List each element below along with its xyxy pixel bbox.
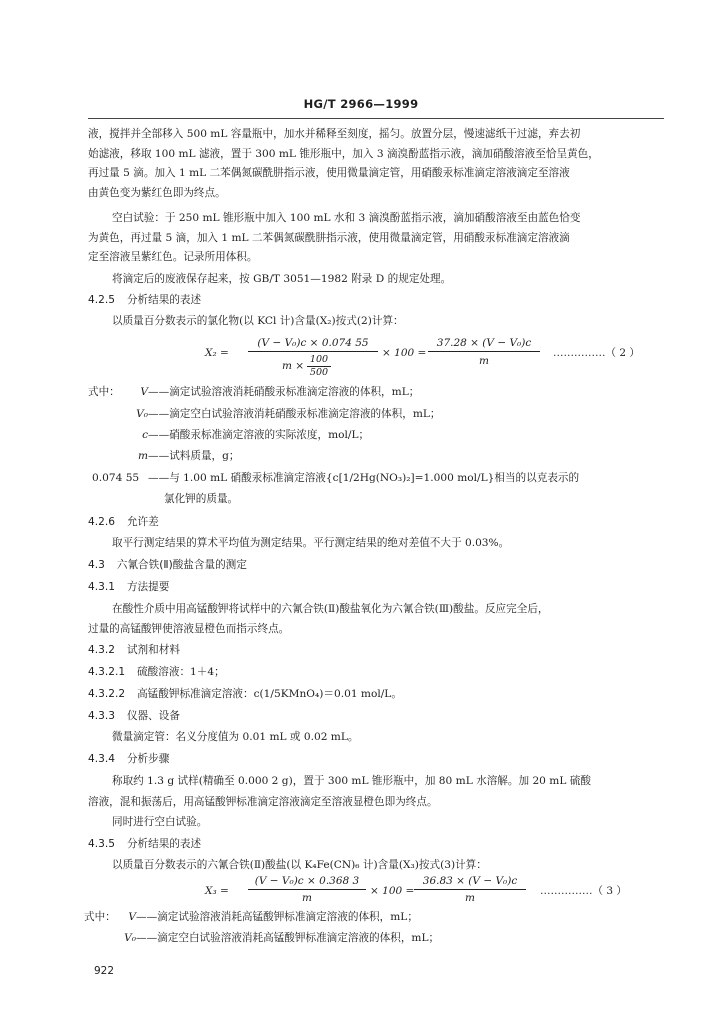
section-heading-4-2-5: 4.2.5 分析结果的表述 xyxy=(88,294,202,306)
section-heading-4-3-5: 4.3.5 分析结果的表述 xyxy=(88,838,202,850)
section-heading-4-3-1: 4.3.1 方法提要 xyxy=(88,581,170,593)
body-line: 再过量 5 滴。加入 1 mL 二苯偶氮碳酰肼指示液，使用微量滴定管，用硝酸汞标准滴定溶液滴定至溶液 xyxy=(88,167,570,179)
standard-code-header: HG/T 2966—1999 xyxy=(303,97,419,111)
section-heading-4-3-2-1: 4.3.2.1 硫酸溶液：1＋4； xyxy=(88,666,225,678)
body-line: 由黄色变为紫红色即为终点。 xyxy=(88,187,226,199)
body-line: 为黄色，再过量 5 滴，加入 1 mL 二苯偶氮碳酰肼指示液，使用微量滴定管，用硝酸汞标准滴定溶液滴 xyxy=(88,232,570,244)
body-line: 过量的高锰酸钾使溶液显橙色而指示终点。 xyxy=(88,623,290,635)
body-line: 微量滴定管：名义分度值为 0.01 mL 或 0.02 mL。 xyxy=(112,731,359,743)
section-heading-4-2-6: 4.2.6 允许差 xyxy=(88,516,159,528)
body-line: 同时进行空白试验。 xyxy=(112,816,208,828)
header-rule xyxy=(88,118,664,119)
formula-intro: 以质量百分数表示的六氰合铁(Ⅱ)酸盐(以 K₄Fe(CN)₆ 计)含量(X₃)按式(3)计算： xyxy=(112,859,487,871)
page-number: 922 xyxy=(94,965,115,977)
body-line: 在酸性介质中用高锰酸钾将试样中的六氰合铁(Ⅱ)酸盐氧化为六氰合铁(Ⅲ)酸盐。反应完全后， xyxy=(112,603,549,615)
section-heading-4-3-2: 4.3.2 试剂和材料 xyxy=(88,644,180,656)
formula-intro: 以质量百分数表示的氯化物(以 KCl 计)含量(X₂)按式(2)计算： xyxy=(112,315,404,327)
document-page: HG/T 2966—1999 液，搅拌并全部移入 500 mL 容量瓶中，加水并稀释至刻度，摇匀。放置分层，慢速滤纸干过滤，弃去初 始滤液，移取 100 mL 滤液，置于 300 mL 锥形瓶中，加入 3 滴溴酚蓝指示液，滴加硝酸溶液至恰呈黄色， 再过量 5 滴。加入 1 mL 二苯偶氮碳酰肼指示液，使用微量滴定管，用硝酸汞标准滴定溶液滴定至溶液 由黄色变为紫红色即为终点。 空白试验：于 250 mL 锥形瓶中加入 100 mL 水和 3 滴溴酚蓝指示液，滴加硝酸溶液至由蓝色恰变 为黄色，再过量 5 滴，加入 1 mL 二苯偶氮碳酰肼指示液，使用微量滴定管，用硝酸汞标准滴定溶液滴 定至溶液呈紫红色。记录所用体积。 将滴定后的废液保存起来，按 GB/T 3051—1982 附录 D 的规定处理。 4.2.5 分析结果的表述 以质量百分数表示的氯化物(以 KCl 计)含量(X₂)按式(2)计算： X₂ = (V − V₀)c × 0.074 55 m × 100 500 × 100 = 37.28 × (V − V₀)c m ……………（ 2 ） 式中： V ——滴定试验溶液消耗硝酸汞标准滴定溶液的体积，mL； V₀ ——滴定空白试验溶液消耗硝酸汞标准滴定溶液的体积，mL； c ——硝酸汞标准滴定溶液的实际浓度，mol/L； m ——试料质量，g； 0.074 55 ——与 1.00 mL 硝酸汞标准滴定溶液{c[1/2Hg(NO₃)₂]=1.000 mol/L}相当的以克表示的 氯化钾的质量。 4.2.6 允许差 取平行测定结果的算术平均值为测定结果。平行测定结果的绝对差值不大于 0.03%。 4.3 六氰合铁(Ⅱ)酸盐含量的测定 4.3.1 方法提要 在酸性介质中用高锰酸钾将试样中的六氰合铁(Ⅱ)酸盐氧化为六氰合铁(Ⅲ)酸盐。反应完全后， 过量的高锰酸钾使溶液显橙色而指示终点。 4.3.2 试剂和材料 4.3.2.1 硫酸溶液：1＋4； 4.3.2.2 高锰酸钾标准滴定溶液：c(1/5KMnO₄)＝0.01 mol/L。 4.3.3 仪器、设备 微量滴定管：名义分度值为 0.01 mL 或 0.02 mL。 4.3.4 分析步骤 称取约 1.3 g 试样(精确至 0.000 2 g)，置于 300 mL 锥形瓶中，加 80 mL 水溶解。加 20 mL 硫酸 溶液，混和振荡后，用高锰酸钾标准滴定溶液滴定至溶液显橙色即为终点。 同时进行空白试验。 4.3.5 分析结果的表述 以质量百分数表示的六氰合铁(Ⅱ)酸盐(以 K₄Fe(CN)₆ 计)含量(X₃)按式(3)计算： X₃ = (V − V₀)c × 0.368 3 m × 100 = 36.83 × (V − V₀)c m ……………（ 3 ） 式中： V ——滴定试验溶液消耗高锰酸钾标准滴定溶液的体积，mL； V₀ ——滴定空白试验溶液消耗高锰酸钾标准滴定溶液的体积，mL； 922 xyxy=(0,0,722,1024)
body-line: 溶液，混和振荡后，用高锰酸钾标准滴定溶液滴定至溶液显橙色即为终点。 xyxy=(88,796,438,808)
section-heading-4-3: 4.3 六氰合铁(Ⅱ)酸盐含量的测定 xyxy=(88,559,247,571)
body-line: 称取约 1.3 g 试样(精确至 0.000 2 g)，置于 300 mL 锥形瓶中，加 80 mL 水溶解。加 20 mL 硫酸 xyxy=(112,775,591,787)
section-heading-4-3-2-2: 4.3.2.2 高锰酸钾标准滴定溶液：c(1/5KMnO₄)＝0.01 mol/L。 xyxy=(88,688,402,700)
section-heading-4-3-4: 4.3.4 分析步骤 xyxy=(88,753,170,765)
body-line: 将滴定后的废液保存起来，按 GB/T 3051—1982 附录 D 的规定处理。 xyxy=(112,273,452,285)
body-line: 始滤液，移取 100 mL 滤液，置于 300 mL 锥形瓶中，加入 3 滴溴酚蓝指示液，滴加硝酸溶液至恰呈黄色， xyxy=(88,148,599,160)
body-line: 空白试验：于 250 mL 锥形瓶中加入 100 mL 水和 3 滴溴酚蓝指示液，滴加硝酸溶液至由蓝色恰变 xyxy=(112,212,581,224)
body-line: 取平行测定结果的算术平均值为测定结果。平行测定结果的绝对差值不大于 0.03%。 xyxy=(112,537,510,549)
body-line: 液，搅拌并全部移入 500 mL 容量瓶中，加水并稀释至刻度，摇匀。放置分层，慢速滤纸干过滤，弃去初 xyxy=(88,128,581,140)
body-line: 定至溶液呈紫红色。记录所用体积。 xyxy=(88,251,258,263)
section-heading-4-3-3: 4.3.3 仪器、设备 xyxy=(88,710,180,722)
